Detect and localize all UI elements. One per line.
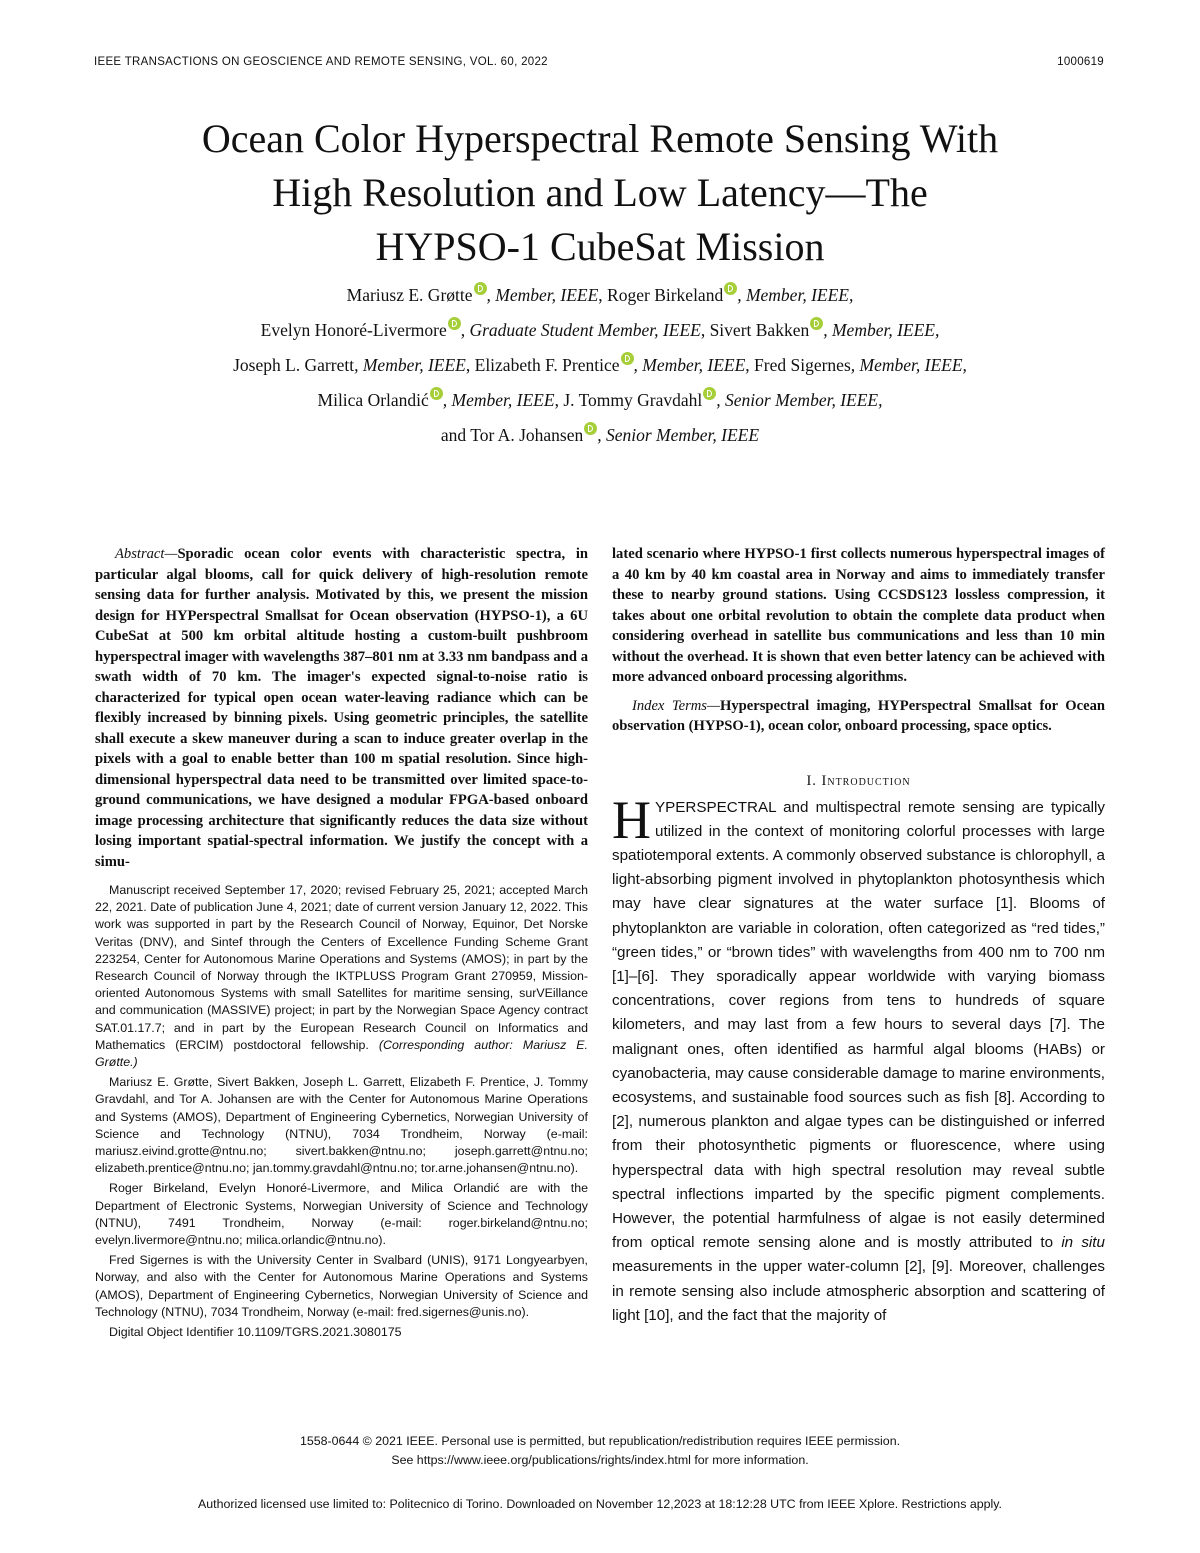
author-membership: , Member, IEEE: [486, 285, 599, 305]
intro-text-end: measurements in the upper water-column [2], [9]. Moreover, challenges in remote sensing also include atmospheric absorption and scattering of light [10], and the fact that the majority of: [612, 1258, 1105, 1324]
orcid-icon[interactable]: [621, 352, 634, 365]
page-number: 1000619: [1057, 56, 1104, 68]
author-membership: , Member, IEEE: [442, 390, 555, 410]
author-membership: , Member, IEEE,: [737, 285, 854, 305]
author-membership: , Member, IEEE: [633, 355, 746, 375]
author-name: , Roger Birkeland: [598, 285, 724, 305]
orcid-icon[interactable]: [584, 422, 597, 435]
author-name: , Elizabeth F. Prentice: [465, 355, 620, 375]
author-name: Milica Orlandić: [317, 390, 429, 410]
footnote-manuscript: [95, 882, 588, 1071]
orcid-icon[interactable]: [474, 282, 487, 295]
title-line-1: Ocean Color Hyperspectral Remote Sensing With: [201, 116, 999, 161]
author-line-1: [90, 278, 1110, 313]
paper-title: [90, 112, 1110, 274]
orcid-icon[interactable]: [703, 387, 716, 400]
author-line-4: [90, 383, 1110, 418]
author-name: Mariusz E. Grøtte: [346, 285, 473, 305]
author-membership: , Member, IEEE: [354, 355, 466, 375]
author-membership: , Member, IEEE,: [823, 320, 940, 340]
abstract-text: Sporadic ocean color events with characteristic spectra, in particular algal blooms, call for quick delivery of high-resolution remote sensing data for further analysis. Motivated by this, we present the mission design for HYPerspectral Smallsat for Ocean observation (HYPSO-1), a 6U CubeSat at 500 km orbital altitude hosting a custom-built pushbroom hyperspectral imager with wavelengths 387–801 nm at 3.33 nm bandpass and a swath width of 70 km. The imager's expected signal-to-noise ratio is characterized for typical open ocean water-leaving radiance which can be flexibly increased by binning pixels. Using geometric principles, the satellite shall execute a skew maneuver during a scan to induce greater overlap in the pixels with a goal to enable better than 100 m spatial resolution. Since high-dimensional hyperspectral data need to be transmitted over limited space-to-ground communications, we have designed a modular FPGA-based onboard image processing architecture that significantly reduces the data size without losing important spatial-spectral information. We justify the concept with a simu-: [95, 546, 588, 870]
author-name: , Fred Sigernes: [745, 355, 851, 375]
author-list: [90, 278, 1110, 453]
copyright-notice: [0, 1432, 1200, 1470]
introduction-paragraph: [612, 789, 1106, 1328]
index-terms-text: Hyperspectral imaging, HYPerspectral Smallsat for Ocean observation (HYPSO-1), ocean color, onboard processing, space optics.: [612, 697, 1105, 734]
author-membership: , Senior Member, IEEE,: [716, 390, 883, 410]
author-name: , J. Tommy Gravdahl: [554, 390, 703, 410]
orcid-icon[interactable]: [724, 282, 737, 295]
author-name: Evelyn Honoré-Livermore: [260, 320, 447, 340]
index-terms: [612, 696, 1105, 737]
author-membership: , Graduate Student Member, IEEE: [460, 320, 701, 340]
author-line-2: [90, 313, 1110, 348]
intro-text: YPERSPECTRAL and multispectral remote sensing are typically utilized in the context of monitoring colorful processes with large spatiotemporal extents. A commonly observed substance is chlorophyll, a light-absorbing pigment involved in phytoplankton photosynthesis which may have clear signatures at the water surface [1]. Blooms of phytoplankton are variable in coloration, often categorized as “red tides,” “green tides,” or “brown tides” with wavelengths from 400 nm to 700 nm [1]–[6]. They sporadically appear worldwide with varying biomass concentrations, cover regions from tens to hundreds of square kilometers, and may last from a few hours to several days [7]. The malignant ones, often identified as harmful algal blooms (HABs) or cyanobacteria, may cause considerable damage to marine environments, ecosystems, and sustainable food sources such as fish [8]. According to [2], numerous plankton and algae types can be distinguished or inferred from their photosynthetic pigments or fluorescence, where using hyperspectral data with high spectral resolution may reveal subtle spectral inflections imparted by the specific pigment complements. However, the potential harmfulness of algae is not easily determined from optical remote sensing alone and is mostly attributed to: [612, 798, 1106, 1252]
title-line-2: High Resolution and Low Latency—The: [272, 170, 928, 215]
footnote-affiliation-2: Roger Birkeland, Evelyn Honoré-Livermore, and Milica Orlandić are with the Department of Electronic Systems, Norwegian University of Science and Technology (NTNU), 7491 Trondheim, Norway (e-mail: roger.birkeland@ntnu.no; evelyn.livermore@ntnu.no; milica.orlandic@ntnu.no).: [95, 1181, 588, 1248]
abstract: [95, 544, 588, 872]
orcid-icon[interactable]: [810, 317, 823, 330]
copyright-line-1: 1558-0644 © 2021 IEEE. Personal use is permitted, but republication/redistribution requires IEEE permission.: [299, 1434, 901, 1448]
corresponding-author: (Corresponding author: Mariusz E. Grøtte.): [95, 1037, 589, 1070]
index-terms-lead: Index Terms—: [632, 697, 720, 714]
abstract-continued: lated scenario where HYPSO-1 first collects numerous hyperspectral images of a 40 km by 40 km coastal area in Norway and aims to immediately transfer these to nearby ground stations. Using CCSDS123 lossless compression, it takes about one orbital revolution to obtain the complete data product when considering overhead in satellite bus communications and less than 10 min without the overhead. It is shown that even better latency can be achieved with more advanced onboard processing algorithms.: [612, 546, 1105, 685]
author-membership: , Member, IEEE,: [850, 355, 967, 375]
doi[interactable]: Digital Object Identifier 10.1109/TGRS.2021.3080175: [109, 1325, 402, 1340]
author-name: Joseph L. Garrett: [233, 355, 355, 375]
abstract-lead: Abstract—: [115, 546, 178, 562]
drop-cap: H: [612, 789, 651, 850]
author-line-5: [90, 418, 1110, 453]
author-name: , Sivert Bakken: [700, 320, 810, 340]
author-name: and Tor A. Johansen: [440, 425, 584, 445]
right-column: [612, 544, 1105, 1328]
license-notice: Authorized licensed use limited to: Politecnico di Torino. Downloaded on November 12,2023 at 18:12:28 UTC from IEEE Xplore. Restrictions apply.: [198, 1497, 1002, 1511]
title-line-3: HYPSO-1 CubeSat Mission: [375, 224, 825, 269]
left-column: [95, 544, 588, 1344]
section-heading: I. Introduction: [806, 772, 911, 789]
italic-term: in situ: [1061, 1234, 1105, 1252]
orcid-icon[interactable]: [430, 387, 443, 400]
author-line-3: [90, 348, 1110, 383]
footnotes: [95, 882, 588, 1341]
footnote-affiliation-3: Fred Sigernes is with the University Center in Svalbard (UNIS), 9171 Longyearbyen, Norway, and also with the Center for Autonomous Marine Operations and Systems (AMOS), Department of Engineering Cybernetics, Norwegian University of Science and Technology (NTNU), 7034 Trondheim, Norway (e-mail: fred.sigernes@unis.no).: [95, 1253, 588, 1319]
footnote-affiliation-1: Mariusz E. Grøtte, Sivert Bakken, Joseph L. Garrett, Elizabeth F. Prentice, J. Tommy Gravdahl, and Tor A. Johansen are with the Center for Autonomous Marine Operations and Systems (AMOS), Department of Engineering Cybernetics, Norwegian University of Science and Technology (NTNU), 7034 Trondheim, Norway (e-mail: mariusz.eivind.grotte@ntnu.no; sivert.bakken@ntnu.no; joseph.garrett@ntnu.no; elizabeth.prentice@ntnu.no; jan.tommy.gravdahl@ntnu.no; tor.arne.johansen@ntnu.no).: [95, 1075, 588, 1176]
copyright-line-2[interactable]: See https://www.ieee.org/publications/rights/index.html for more information.: [391, 1453, 809, 1467]
running-header-journal: IEEE TRANSACTIONS ON GEOSCIENCE AND REMOTE SENSING, VOL. 60, 2022: [94, 56, 548, 68]
footnote-funding: Manuscript received September 17, 2020; revised February 25, 2021; accepted March 22, 2021. Date of publication June 4, 2021; date of current version January 12, 2022. This work was supported in part by the Research Council of Norway, Equinor, Det Norske Veritas (DNV), and Sintef through the Centers of Excellence Funding Scheme Grant 223254, Center for Autonomous Marine Operations and Systems (AMOS); in part by the Research Council of Norway through the IKTPLUSS Program Grant 270959, Mission-oriented Autonomous Systems with small Satellites for maritime sensing, surVEillance and communication (MASSIVE) project; in part by the Norwegian Space Agency contract SAT.01.17.7; and in part by the European Research Council on Informatics and Mathematics (ERCIM) postdoctoral fellowship.: [95, 883, 588, 1052]
orcid-icon[interactable]: [448, 317, 461, 330]
author-membership: , Senior Member, IEEE: [597, 425, 760, 445]
